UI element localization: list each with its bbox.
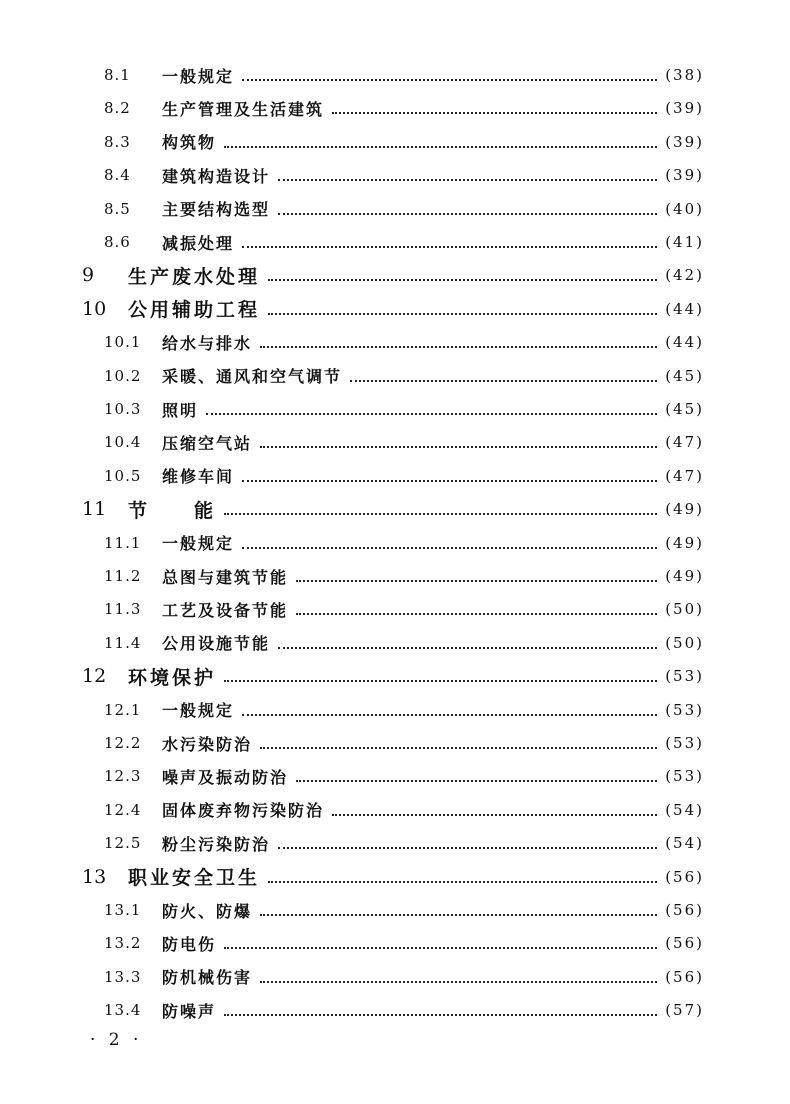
toc-section-entry[interactable]	[0, 697, 790, 723]
toc-entry-page: (45)	[665, 366, 704, 385]
toc-entry-title: 环境保护	[128, 666, 217, 689]
toc-entry-page: (49)	[665, 567, 704, 585]
toc-dot-leader	[296, 780, 657, 782]
toc-dot-leader	[242, 480, 657, 482]
toc-dot-leader	[224, 146, 657, 148]
toc-entry-number: 8.2	[104, 99, 131, 118]
toc-entry-page: (38)	[665, 66, 704, 84]
toc-dot-leader	[242, 714, 657, 716]
toc-entry-page: (40)	[665, 199, 704, 218]
toc-entry-page: (44)	[665, 333, 704, 352]
toc-entry-page: (49)	[665, 533, 704, 552]
toc-entry-number: 13.2	[104, 934, 142, 953]
toc-entry-number: 8.5	[104, 199, 131, 218]
toc-section-entry[interactable]	[0, 763, 790, 789]
toc-section-entry[interactable]	[0, 396, 790, 422]
toc-dot-leader	[224, 513, 657, 515]
toc-entry-title: 采暖、通风和空气调节	[162, 367, 343, 387]
toc-entry-title: 固体废弃物污染防治	[162, 801, 325, 821]
toc-entry-title: 减振处理	[162, 233, 235, 253]
toc-section-entry[interactable]	[0, 897, 790, 923]
toc-entry-title: 一般规定	[162, 66, 235, 86]
toc-entry-title: 水污染防治	[162, 734, 253, 754]
toc-entry-number: 13.4	[104, 1001, 142, 1020]
toc-entry-number: 8.6	[104, 233, 131, 251]
toc-dot-leader	[260, 914, 657, 916]
toc-section-entry[interactable]	[0, 730, 790, 756]
toc-entry-number: 12	[82, 665, 107, 688]
toc-dot-leader	[278, 179, 657, 181]
toc-entry-page: (50)	[665, 633, 704, 652]
toc-entry-title: 一般规定	[162, 701, 235, 721]
toc-entry-title: 生产管理及生活建筑	[162, 99, 325, 119]
toc-dot-leader	[278, 213, 657, 215]
toc-entry-title: 公用辅助工程	[128, 299, 261, 322]
toc-entry-title: 防电伤	[162, 934, 217, 954]
toc-entry-title: 防火、防爆	[162, 901, 253, 921]
toc-dot-leader	[296, 613, 657, 615]
toc-section-entry[interactable]	[0, 329, 790, 355]
toc-entry-number: 13.1	[104, 901, 142, 919]
toc-entry-number: 11	[82, 498, 107, 521]
toc-entry-page: (42)	[665, 266, 704, 285]
toc-dot-leader	[224, 947, 657, 949]
toc-dot-leader	[278, 847, 657, 849]
toc-entry-page: (57)	[665, 1001, 704, 1020]
toc-entry-page: (56)	[665, 967, 704, 986]
toc-section-entry[interactable]	[0, 62, 790, 88]
toc-entry-title: 工艺及设备节能	[162, 600, 289, 620]
toc-entry-title: 总图与建筑节能	[162, 567, 289, 587]
toc-dot-leader	[260, 346, 657, 348]
toc-entry-number: 12.5	[104, 834, 142, 853]
toc-entry-title: 维修车间	[162, 467, 235, 487]
toc-chapter-entry[interactable]	[0, 663, 790, 689]
toc-section-entry[interactable]	[0, 229, 790, 255]
toc-entry-number: 8.3	[104, 132, 131, 151]
toc-dot-leader	[242, 246, 657, 248]
toc-entry-number: 10.2	[104, 366, 142, 385]
toc-entry-number: 11.4	[104, 633, 142, 652]
toc-entry-number: 10.4	[104, 433, 142, 452]
toc-section-entry[interactable]	[0, 363, 790, 389]
toc-chapter-entry[interactable]	[0, 296, 790, 322]
toc-entry-page: (44)	[665, 299, 704, 318]
toc-entry-title: 粉尘污染防治	[162, 834, 271, 854]
toc-entry-number: 10.3	[104, 400, 142, 418]
toc-dot-leader	[268, 313, 657, 315]
toc-entry-number: 12.1	[104, 700, 142, 719]
toc-dot-leader	[332, 112, 657, 114]
toc-dot-leader	[224, 1014, 657, 1016]
toc-entry-number: 10	[82, 297, 107, 320]
toc-entry-number: 8.4	[104, 166, 131, 185]
toc-entry-page: (53)	[665, 700, 704, 719]
toc-entry-number: 12.4	[104, 800, 142, 819]
toc-section-entry[interactable]	[0, 964, 790, 990]
toc-entry-title: 节 能	[128, 499, 217, 522]
toc-entry-title: 压缩空气站	[162, 433, 253, 453]
toc-entry-title: 噪声及振动防治	[162, 767, 289, 787]
toc-entry-page: (39)	[665, 166, 704, 185]
toc-section-entry[interactable]	[0, 530, 790, 556]
toc-dot-leader	[260, 446, 657, 448]
toc-entry-page: (47)	[665, 466, 704, 485]
toc-entry-page: (39)	[665, 99, 704, 118]
toc-entry-page: (47)	[665, 433, 704, 452]
toc-entry-number: 9	[82, 264, 95, 287]
toc-section-entry[interactable]	[0, 563, 790, 589]
toc-dot-leader	[332, 814, 657, 816]
toc-section-entry[interactable]	[0, 95, 790, 121]
toc-dot-leader	[350, 380, 657, 382]
toc-entry-title: 主要结构选型	[162, 200, 271, 220]
toc-section-entry[interactable]	[0, 129, 790, 155]
toc-entry-page: (54)	[665, 834, 704, 853]
toc-entry-title: 给水与排水	[162, 333, 253, 353]
toc-entry-number: 11.1	[104, 533, 142, 552]
toc-section-entry[interactable]	[0, 630, 790, 656]
toc-entry-page: (45)	[665, 400, 704, 418]
toc-section-entry[interactable]	[0, 463, 790, 489]
toc-entry-page: (56)	[665, 934, 704, 953]
toc-entry-number: 11.2	[104, 567, 142, 585]
toc-entry-number: 13.3	[104, 967, 142, 986]
toc-dot-leader	[268, 279, 657, 281]
toc-entry-title: 防机械伤害	[162, 968, 253, 988]
toc-dot-leader	[278, 647, 657, 649]
toc-dot-leader	[224, 680, 657, 682]
toc-entry-number: 11.3	[104, 600, 142, 619]
toc-entry-title: 公用设施节能	[162, 634, 271, 654]
toc-section-entry[interactable]	[0, 162, 790, 188]
toc-entry-page: (54)	[665, 800, 704, 819]
toc-section-entry[interactable]	[0, 429, 790, 455]
toc-section-entry[interactable]	[0, 830, 790, 856]
toc-chapter-entry[interactable]	[0, 496, 790, 522]
toc-dot-leader	[242, 547, 657, 549]
toc-entry-title: 建筑构造设计	[162, 166, 271, 186]
toc-entry-page: (53)	[665, 667, 704, 686]
page-number: · 2 ·	[90, 1030, 143, 1050]
toc-entry-number: 10.1	[104, 333, 142, 352]
toc-dot-leader	[260, 981, 657, 983]
toc-entry-title: 构筑物	[162, 133, 217, 153]
toc-entry-number: 12.2	[104, 734, 142, 752]
toc-entry-title: 防噪声	[162, 1001, 217, 1021]
toc-entry-page: (49)	[665, 500, 704, 519]
toc-entry-title: 照明	[162, 400, 199, 420]
toc-entry-title: 生产废水处理	[128, 265, 261, 288]
toc-entry-title: 一般规定	[162, 534, 235, 554]
toc-section-entry[interactable]	[0, 997, 790, 1023]
toc-entry-number: 13	[82, 865, 107, 888]
toc-entry-number: 10.5	[104, 466, 142, 485]
toc-dot-leader	[206, 413, 657, 415]
toc-dot-leader	[296, 580, 657, 582]
toc-entry-page: (39)	[665, 132, 704, 151]
toc-section-entry[interactable]	[0, 930, 790, 956]
toc-chapter-entry[interactable]	[0, 864, 790, 890]
toc-entry-number: 12.3	[104, 767, 142, 786]
toc-chapter-entry[interactable]	[0, 262, 790, 288]
toc-entry-page: (50)	[665, 600, 704, 619]
toc-section-entry[interactable]	[0, 596, 790, 622]
toc-entry-page: (53)	[665, 767, 704, 786]
toc-entry-page: (56)	[665, 867, 704, 886]
toc-entry-title: 职业安全卫生	[128, 867, 261, 890]
toc-entry-page: (41)	[665, 233, 704, 251]
toc-entry-number: 8.1	[104, 66, 131, 84]
toc-section-entry[interactable]	[0, 196, 790, 222]
toc-dot-leader	[260, 747, 657, 749]
toc-dot-leader	[268, 881, 657, 883]
toc-entry-page: (53)	[665, 734, 704, 752]
toc-dot-leader	[242, 79, 657, 81]
toc-section-entry[interactable]	[0, 797, 790, 823]
toc-entry-page: (56)	[665, 901, 704, 919]
